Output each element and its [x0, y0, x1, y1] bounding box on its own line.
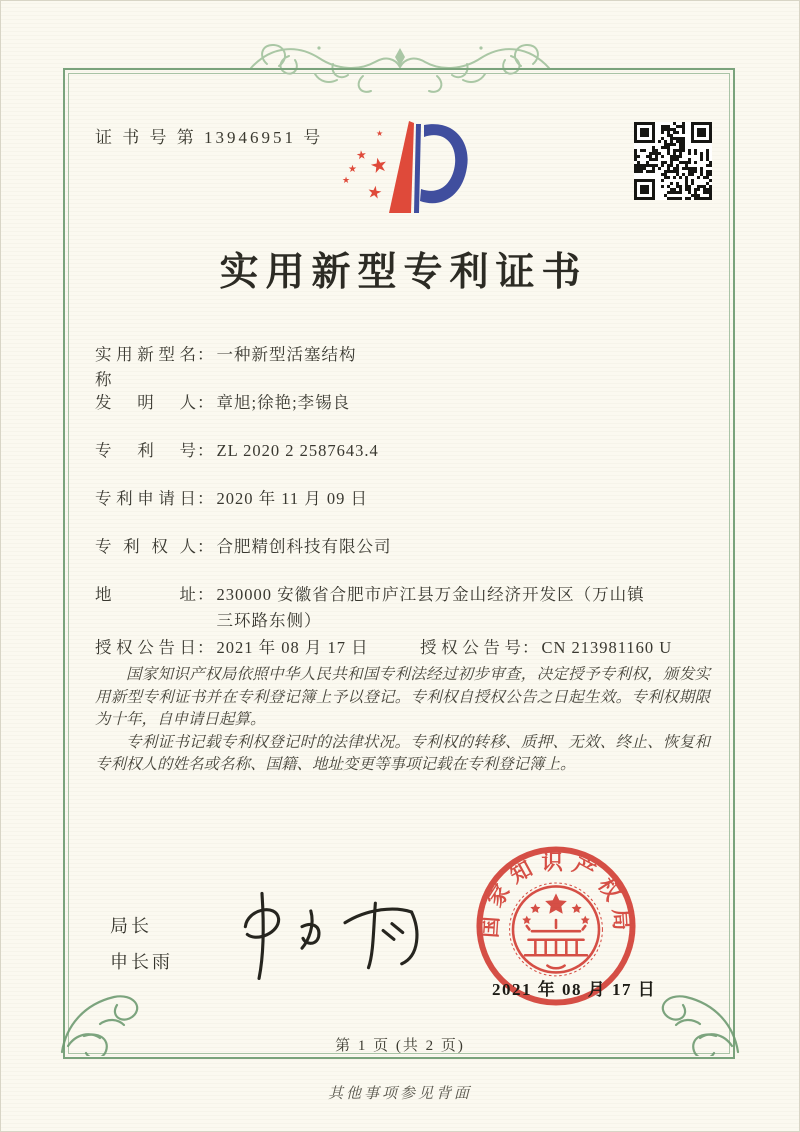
colon-separator: ： — [522, 638, 540, 657]
field-value: 一种新型活塞结构 — [216, 345, 357, 364]
signature-block — [110, 908, 173, 980]
director-name: 申长雨 — [110, 952, 173, 972]
field-label: 授权公告号 — [420, 638, 522, 657]
seal-date: 2021 年 08 月 17 日 — [492, 980, 657, 999]
star-icon: ★ — [376, 129, 384, 138]
colon-separator: ： — [197, 537, 215, 556]
colon-separator: ： — [197, 638, 215, 657]
field-row-address — [95, 582, 712, 635]
colon-separator: ： — [197, 345, 215, 364]
colon-separator: ： — [197, 441, 215, 460]
star-icon: ★ — [367, 153, 391, 179]
legal-paragraph-1: 国家知识产权局依照中华人民共和国专利法经过初步审查，决定授予专利权，颁发实用新型专利证书并在专利登记簿上予以登记。专利权自授权公告之日起生效。专利权期限为十年，自申请日起算。 — [95, 666, 710, 729]
colon-separator: ： — [197, 585, 215, 604]
field-value — [215, 582, 645, 634]
field-value: 2020 年 11 月 09 日 — [216, 489, 369, 508]
star-icon: ★ — [342, 175, 351, 185]
director-signature — [218, 880, 433, 985]
field-value: 2021 年 08 月 17 日 — [216, 638, 369, 657]
cnipa-logo-mark — [340, 112, 510, 237]
star-icon: ★ — [348, 164, 357, 175]
field-value: CN 213981160 U — [541, 638, 673, 657]
certificate-title: 实用新型专利证书 — [219, 251, 588, 294]
legal-paragraph-2: 专利证书记载专利权登记时的法律状况。专利权的转移、质押、无效、终止、恢复和专利权人的姓名或名称、国籍、地址变更等事项记载在专利登记簿上。 — [95, 733, 710, 774]
field-label: 专利申请日 — [95, 489, 197, 508]
address-line-2: 三环路东侧） — [216, 611, 322, 630]
star-icon: ★ — [355, 147, 368, 163]
field-label: 专利权人 — [95, 537, 197, 556]
fields-section — [95, 342, 712, 683]
field-label: 授权公告日 — [95, 638, 197, 657]
field-value: 章旭;徐艳;李锡良 — [216, 393, 351, 412]
colon-separator: ： — [197, 489, 215, 508]
field-row-patentee — [95, 534, 712, 582]
field-label: 实用新型名称 — [95, 345, 197, 389]
field-row-name — [95, 342, 712, 390]
cnipa-logo — [340, 112, 510, 237]
page-number: 第 1 页 (共 2 页) — [335, 1038, 465, 1054]
field-value: ZL 2020 2 2587643.4 — [216, 441, 379, 460]
address-line-1: 230000 安徽省合肥市庐江县万金山经济开发区（万山镇 — [216, 585, 645, 604]
star-icon: ★ — [365, 181, 384, 204]
dragon-ornament — [245, 34, 555, 98]
director-title: 局长 — [110, 916, 152, 936]
colon-separator: ： — [197, 393, 215, 412]
field-label: 地址 — [95, 585, 197, 604]
seal-text: 国家知识产权局 — [477, 850, 635, 939]
certificate-number: 证 书 号 第 13946951 号 — [95, 128, 324, 147]
field-row-filing-date — [95, 486, 712, 534]
field-label: 发明人 — [95, 393, 197, 412]
back-side-note: 其他事项参见背面 — [327, 1086, 472, 1102]
field-label: 专利号 — [95, 441, 197, 460]
legal-text — [95, 664, 710, 777]
field-row-inventor — [95, 390, 712, 438]
field-grant-number — [420, 635, 672, 660]
qr-code — [634, 122, 712, 200]
field-row-patent-no — [95, 438, 712, 486]
field-value: 合肥精创科技有限公司 — [216, 537, 392, 556]
